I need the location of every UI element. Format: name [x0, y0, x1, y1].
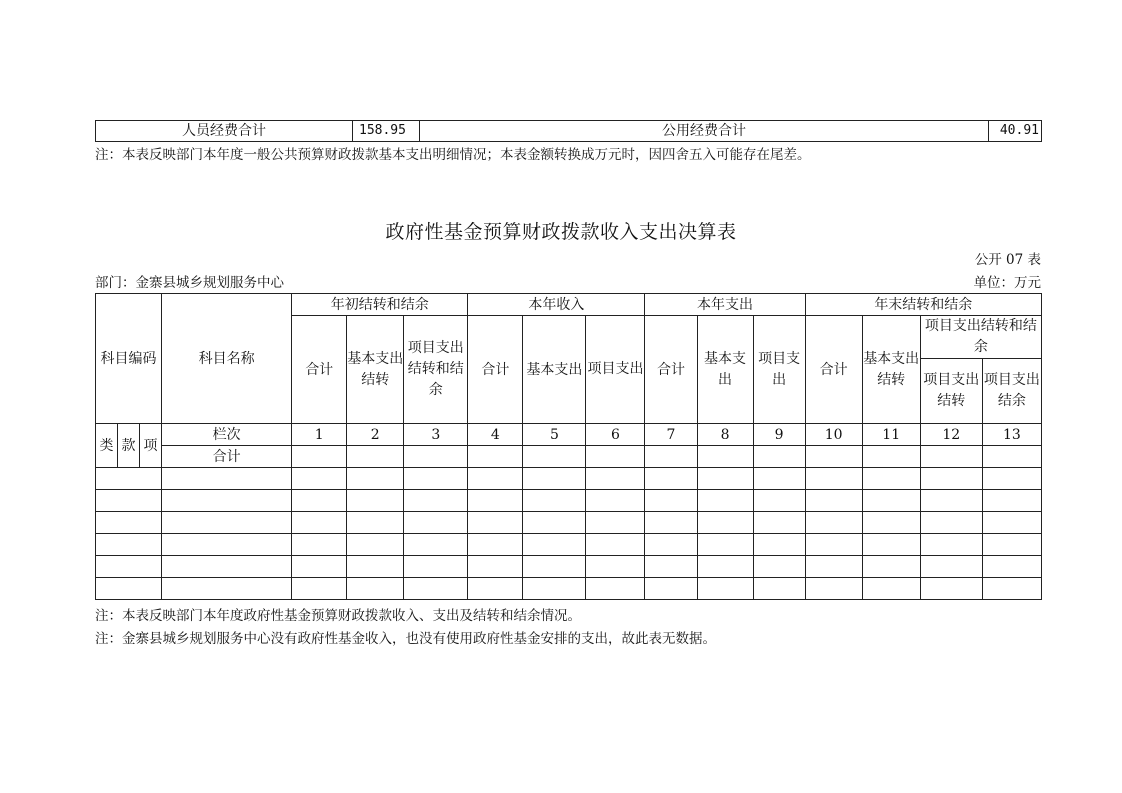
column-number: 3	[404, 424, 468, 446]
table-cell	[292, 468, 347, 490]
expense-basic-header: 基本支出	[697, 316, 753, 424]
table-cell	[645, 556, 697, 578]
table-cell	[862, 490, 920, 512]
report-code: 公开 07 表	[974, 252, 1041, 268]
column-number: 4	[468, 424, 523, 446]
table-cell	[404, 556, 468, 578]
table-cell	[805, 490, 862, 512]
column-number-label: 栏次	[162, 424, 292, 446]
column-number: 13	[982, 424, 1041, 446]
table-cell	[586, 490, 645, 512]
table-cell	[292, 512, 347, 534]
table-cell	[645, 578, 697, 600]
table-cell	[96, 578, 162, 600]
table-cell	[645, 534, 697, 556]
total-row-label: 合计	[162, 446, 292, 468]
table-cell	[404, 534, 468, 556]
group-ending-balance: 年末结转和结余	[805, 294, 1041, 316]
public-expense-value: 40.91	[989, 121, 1042, 142]
table-cell	[96, 534, 162, 556]
table-cell	[292, 556, 347, 578]
table-cell	[162, 578, 292, 600]
table-cell	[468, 534, 523, 556]
table-cell	[920, 446, 982, 468]
table-cell	[347, 490, 404, 512]
table-cell	[96, 468, 162, 490]
group-current-income: 本年收入	[468, 294, 645, 316]
table-cell	[753, 446, 805, 468]
table-cell	[404, 578, 468, 600]
expense-project-header: 项目支出	[753, 316, 805, 424]
subject-code-header: 科目编码	[96, 294, 162, 424]
table-cell	[347, 512, 404, 534]
table-cell	[982, 512, 1041, 534]
table-cell	[920, 512, 982, 534]
expense-total-header: 合计	[645, 316, 697, 424]
summary-row	[96, 121, 1042, 142]
table-row	[96, 556, 1042, 578]
report-title: 政府性基金预算财政拨款收入支出决算表	[385, 221, 737, 243]
table-cell	[805, 556, 862, 578]
table-row	[96, 490, 1042, 512]
table-cell	[162, 556, 292, 578]
table-cell	[862, 446, 920, 468]
table-cell	[982, 446, 1041, 468]
table-cell	[862, 468, 920, 490]
table-cell	[805, 446, 862, 468]
table-cell	[523, 512, 586, 534]
unit-label: 单位：万元	[973, 275, 1041, 291]
table-cell	[920, 490, 982, 512]
table-cell	[404, 512, 468, 534]
ending-project-carry-header: 项目支出结转	[920, 359, 982, 424]
empty-rows	[96, 468, 1042, 600]
table-cell	[645, 446, 697, 468]
code-kuan-header: 款	[118, 424, 140, 468]
table-cell	[162, 490, 292, 512]
table-cell	[982, 556, 1041, 578]
column-number: 6	[586, 424, 645, 446]
table-row	[96, 578, 1042, 600]
income-project-header: 项目支出	[586, 316, 645, 424]
table-cell	[805, 578, 862, 600]
ending-project-group-header: 项目支出结转和结余	[920, 316, 1041, 359]
table-cell	[162, 534, 292, 556]
header-row-1	[96, 294, 1042, 316]
table-cell	[697, 490, 753, 512]
table-cell	[96, 490, 162, 512]
table-cell	[645, 490, 697, 512]
table-cell	[292, 490, 347, 512]
table-cell	[468, 490, 523, 512]
income-basic-header: 基本支出	[523, 316, 586, 424]
public-expense-label: 公用经费合计	[420, 121, 989, 142]
table-cell	[697, 578, 753, 600]
table-cell	[697, 468, 753, 490]
table-row	[96, 512, 1042, 534]
table-cell	[753, 578, 805, 600]
table-cell	[523, 446, 586, 468]
table-cell	[523, 578, 586, 600]
table-cell	[920, 534, 982, 556]
ending-basic-header: 基本支出结转	[862, 316, 920, 424]
ending-total-header: 合计	[805, 316, 862, 424]
table-cell	[805, 468, 862, 490]
table-cell	[920, 556, 982, 578]
column-number: 10	[805, 424, 862, 446]
table-cell	[468, 512, 523, 534]
table-cell	[347, 556, 404, 578]
table-cell	[753, 512, 805, 534]
table-cell	[697, 534, 753, 556]
table-cell	[523, 534, 586, 556]
table-cell	[982, 468, 1041, 490]
table-cell	[347, 446, 404, 468]
column-number: 12	[920, 424, 982, 446]
code-xiang-header: 项	[140, 424, 162, 468]
table-cell	[753, 556, 805, 578]
column-number: 7	[645, 424, 697, 446]
table-cell	[753, 468, 805, 490]
beginning-total-header: 合计	[292, 316, 347, 424]
table-cell	[523, 468, 586, 490]
table-cell	[96, 512, 162, 534]
total-row	[96, 446, 1042, 468]
ending-project-balance-header: 项目支出结余	[982, 359, 1041, 424]
subject-name-header: 科目名称	[162, 294, 292, 424]
bottom-note-2: 注：金寨县城乡规划服务中心没有政府性基金收入，也没有使用政府性基金安排的支出，故此表无数据。	[95, 631, 716, 647]
table-cell	[347, 468, 404, 490]
column-number-row	[96, 424, 1042, 446]
table-cell	[292, 578, 347, 600]
table-cell	[586, 578, 645, 600]
column-number: 1	[292, 424, 347, 446]
table-cell	[862, 512, 920, 534]
table-cell	[805, 512, 862, 534]
column-number: 9	[753, 424, 805, 446]
table-cell	[468, 578, 523, 600]
table-cell	[753, 490, 805, 512]
code-lei-header: 类	[96, 424, 118, 468]
group-current-expense: 本年支出	[645, 294, 805, 316]
table-cell	[347, 534, 404, 556]
table-cell	[586, 512, 645, 534]
table-cell	[862, 578, 920, 600]
income-total-header: 合计	[468, 316, 523, 424]
department-label: 部门：金寨县城乡规划服务中心	[95, 275, 284, 291]
table-cell	[920, 578, 982, 600]
table-row	[96, 534, 1042, 556]
column-number: 8	[697, 424, 753, 446]
table-cell	[586, 556, 645, 578]
table-cell	[862, 556, 920, 578]
table-cell	[753, 534, 805, 556]
column-number: 5	[523, 424, 586, 446]
table-cell	[523, 490, 586, 512]
table-cell	[586, 468, 645, 490]
table-cell	[523, 556, 586, 578]
table-cell	[586, 534, 645, 556]
table-cell	[292, 534, 347, 556]
personnel-expense-value: 158.95	[353, 121, 420, 142]
table-cell	[404, 490, 468, 512]
table-cell	[645, 468, 697, 490]
table-cell	[982, 578, 1041, 600]
table-cell	[645, 512, 697, 534]
table-cell	[920, 468, 982, 490]
table-cell	[805, 534, 862, 556]
table-cell	[162, 468, 292, 490]
table-cell	[468, 468, 523, 490]
table-cell	[292, 446, 347, 468]
table-cell	[162, 512, 292, 534]
table-cell	[862, 534, 920, 556]
table-cell	[404, 446, 468, 468]
column-number: 11	[862, 424, 920, 446]
column-number: 2	[347, 424, 404, 446]
bottom-note-1: 注：本表反映部门本年度政府性基金预算财政拨款收入、支出及结转和结余情况。	[95, 608, 581, 624]
table-cell	[982, 490, 1041, 512]
table-cell	[697, 512, 753, 534]
table-cell	[468, 446, 523, 468]
expense-summary-table	[95, 120, 1042, 142]
group-beginning-balance: 年初结转和结余	[292, 294, 468, 316]
table-cell	[404, 468, 468, 490]
beginning-project-header: 项目支出结转和结余	[404, 316, 468, 424]
table-cell	[96, 556, 162, 578]
table-cell	[697, 556, 753, 578]
personnel-expense-label: 人员经费合计	[96, 121, 353, 142]
table-cell	[468, 556, 523, 578]
table-row	[96, 468, 1042, 490]
table-cell	[586, 446, 645, 468]
top-note: 注：本表反映部门本年度一般公共预算财政拨款基本支出明细情况；本表金额转换成万元时，因四舍五入可能存在尾差。	[95, 147, 811, 163]
fund-budget-table	[95, 293, 1042, 600]
table-cell	[697, 446, 753, 468]
table-cell	[982, 534, 1041, 556]
beginning-basic-header: 基本支出结转	[347, 316, 404, 424]
table-cell	[347, 578, 404, 600]
